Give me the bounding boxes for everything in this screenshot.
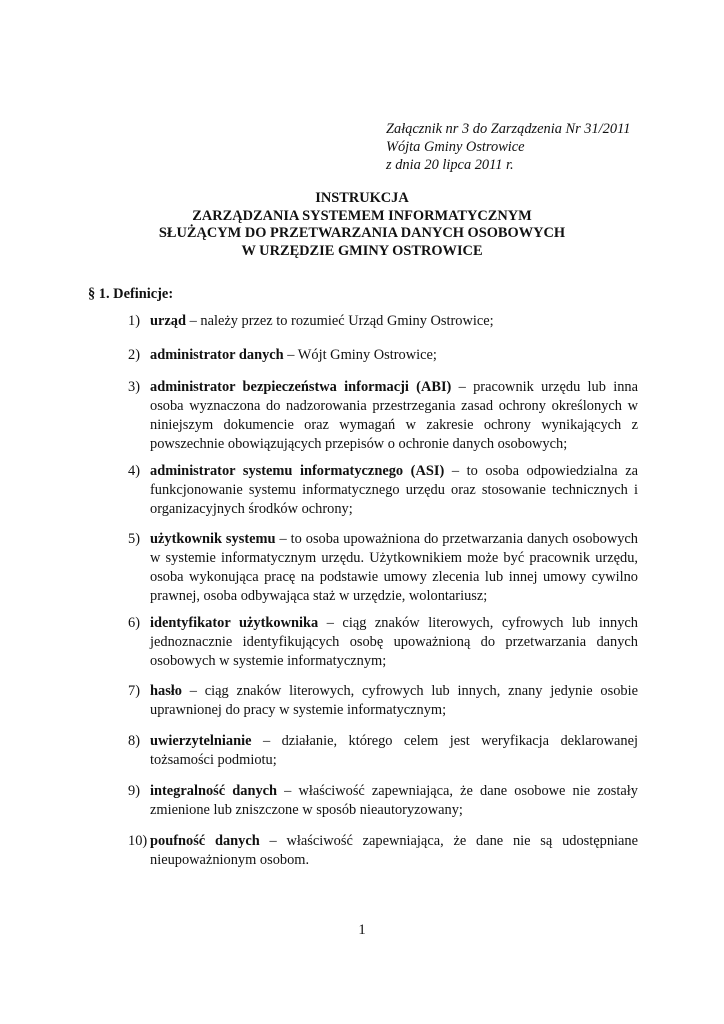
title-line-3: SŁUŻĄCYM DO PRZETWARZANIA DANYCH OSOBOWYCH [158,225,566,241]
definition-text: – to osoba upoważniona do przetwarzania danych osobowych w systemie informatycznym urzędu. Użytkownikiem może być pracownik urzędu, osoba wykonująca pracę na podstawie umowy zlecenia lub innej umowy cywilno prawnej, osoba odbywająca staż w urzędzie, wolontariusz; [150,531,639,604]
definition-text: – ciąg znaków literowych, cyfrowych lub innych jednoznacznie identyfikujących osobę upoważnioną do przetwarzania danych osobowych w systemie informatycznym; [150,615,638,669]
definition-term: administrator danych [150,347,284,363]
definition-number: 4) [128,463,140,479]
definition-item [128,832,638,870]
definition-term: integralność danych [150,783,278,799]
title-line-1: INSTRUKCJA [315,190,409,206]
definition-item [128,378,638,454]
definition-text: – ciąg znaków literowych, cyfrowych lub innych, znany jedynie osobie uprawnionej do pracy w systemie informatycznym; [150,683,638,718]
definition-item [128,614,638,671]
document-title [0,190,724,260]
definition-text: – działanie, którego celem jest weryfikacja deklarowanej tożsamości podmiotu; [150,733,638,768]
definition-term: administrator bezpieczeństwa informacji (ABI) [150,379,452,395]
definition-term: hasło [150,683,182,699]
section-heading: § 1. Definicje: [88,286,174,302]
definition-item [128,312,638,331]
header-line-3: z dnia 20 lipca 2011 r. [386,157,514,173]
definition-term: administrator systemu informatycznego (ASI) [150,463,445,479]
definition-number: 3) [128,379,140,395]
title-line-4: W URZĘDZIE GMINY OSTROWICE [241,242,483,259]
definition-number: 8) [128,733,140,749]
header-line-2: Wójta Gminy Ostrowice [386,139,525,155]
definition-number: 5) [128,531,140,547]
definition-number: 9) [128,783,140,799]
definition-number: 6) [128,615,140,631]
definition-item [128,530,639,606]
definition-term: poufność danych [150,833,260,849]
definition-text: – pracownik urzędu lub inna osoba wyznaczona do nadzorowania przestrzegania zasad ochrony określonych w niniejszym dokumencie oraz wymagań w zakresie ochrony wynikających z powszechnie obowiązujących przepisów o ochronie danych osobowych; [150,379,638,452]
definition-text: – Wójt Gminy Ostrowice; [283,347,437,363]
definition-term: urząd [150,313,186,329]
definition-item [128,682,638,720]
attachment-header [386,120,630,174]
definition-number: 7) [128,683,140,699]
definition-text: – właściwość zapewniająca, że dane nie są udostępniane nieupoważnionym osobom. [150,833,638,868]
definition-number: 10) [128,833,148,849]
title-line-2: ZARZĄDZANIA SYSTEMEM INFORMATYCZNYM [192,207,532,224]
definition-term: uwierzytelnianie [150,733,252,749]
definition-text: – to osoba odpowiedzialna za funkcjonowanie systemu informatycznego urzędu oraz stosowanie technicznych i organizacyjnych środków ochrony; [150,463,638,517]
page-number: 1 [358,922,366,938]
definition-term: użytkownik systemu [150,531,276,547]
definition-text: – należy przez to rozumieć Urząd Gminy Ostrowice; [185,313,494,329]
definition-item [128,782,638,820]
definition-item [128,462,638,519]
definition-item [128,346,638,365]
header-line-1: Załącznik nr 3 do Zarządzenia Nr 31/2011 [386,121,631,137]
definition-text: – właściwość zapewniająca, że dane osobowe nie zostały zmienione lub zniszczone w sposób nieautoryzowany; [150,783,638,818]
definition-number: 2) [128,347,140,363]
definition-term: identyfikator użytkownika [150,615,319,631]
definition-number: 1) [128,313,140,329]
definition-item [128,732,638,770]
